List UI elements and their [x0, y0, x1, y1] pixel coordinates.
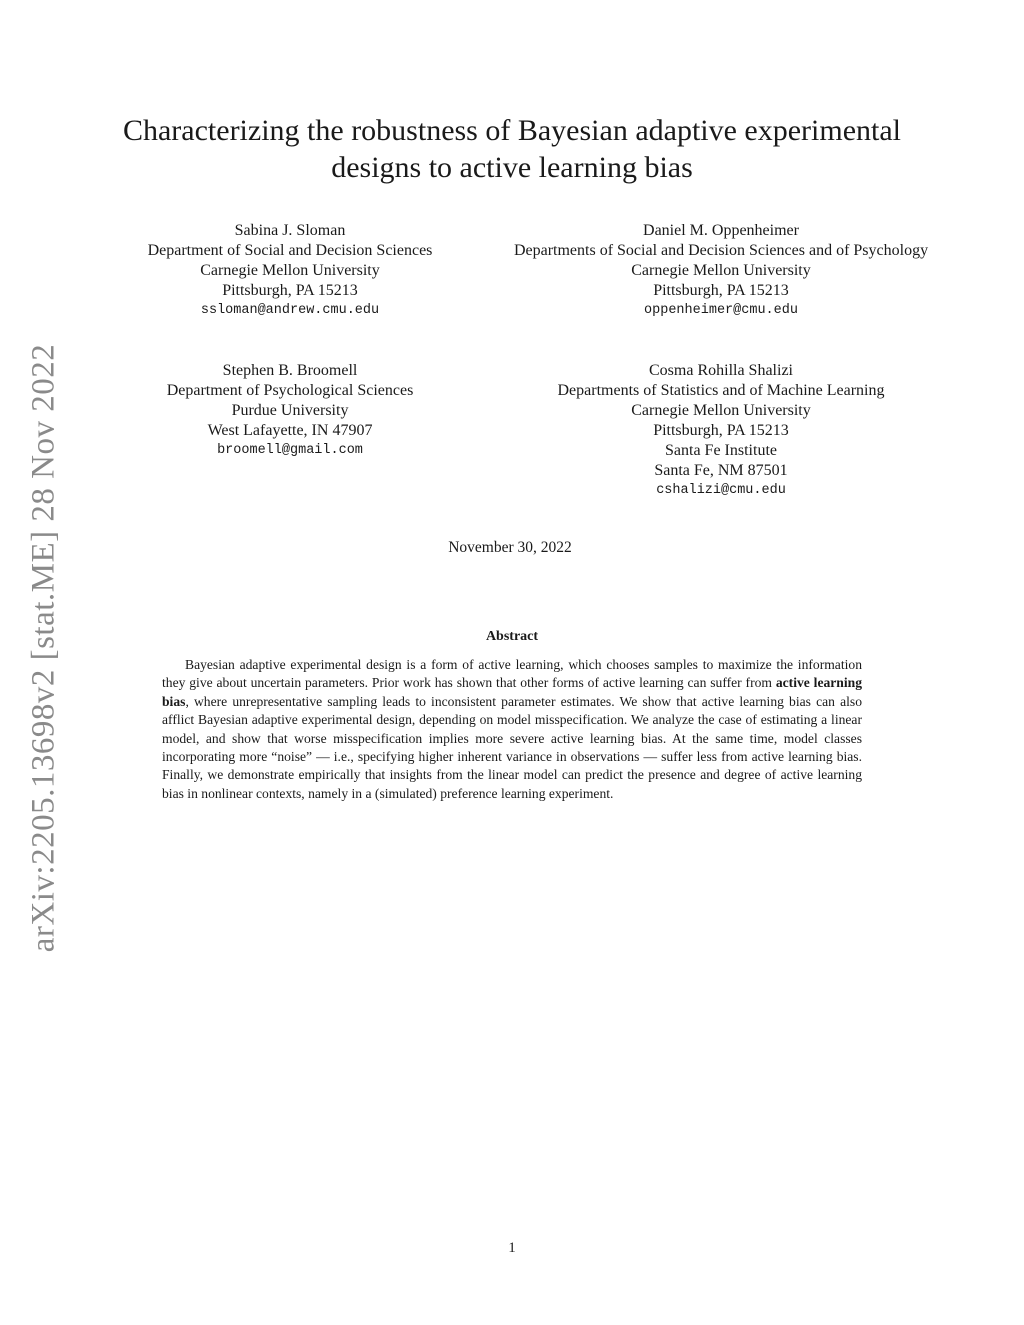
author-name: Cosma Rohilla Shalizi [649, 362, 793, 379]
author-block-sloman [100, 221, 480, 321]
abstract-heading: Abstract [485, 629, 539, 644]
author-email: ssloman@andrew.cmu.edu [200, 303, 380, 318]
author-email: oppenheimer@cmu.edu [644, 303, 798, 318]
author-email: broomell@gmail.com [217, 443, 363, 458]
author-address: Santa Fe, NM 87501 [654, 462, 788, 479]
author-affiliation: Santa Fe Institute [665, 442, 777, 459]
author-affiliation: Purdue University [231, 402, 349, 419]
author-affiliation: Departments of Statistics and of Machine Learning [557, 382, 885, 399]
author-affiliation: Carnegie Mellon University [200, 262, 380, 279]
author-affiliation: Carnegie Mellon University [631, 262, 811, 279]
abstract-body [162, 656, 862, 803]
arxiv-side-stamp: arXiv:2205.13698v2 [stat.ME] 28 Nov 2022 [25, 343, 62, 953]
author-block-oppenheimer [480, 221, 962, 321]
author-affiliation: Departments of Social and Decision Sciences and of Psychology [513, 242, 929, 259]
author-email: cshalizi@cmu.edu [656, 483, 786, 498]
abstract-text-part1: Bayesian adaptive experimental design is a form of active learning, which chooses samples to maximize the information they give about uncertain parameters. Prior work has shown that other forms of active learning can suffer from [162, 657, 862, 691]
abstract-text-part2: , where unrepresentative sampling leads to inconsistent parameter estimates. We show that active learning bias can also afflict Bayesian adaptive experimental design, depending on model misspecification. We analyze the case of estimating a linear model, and show that worse misspecification implies more severe active learning bias. At the same time, model classes incorporating more “noise” — i.e., specifying higher inherent variance in observations — suffer less from active learning bias. Finally, we demonstrate empirically that insights from the linear model can predict the presence and degree of active learning bias in nonlinear contexts, namely in a (simulated) preference learning experiment. [162, 693, 862, 801]
author-name: Daniel M. Oppenheimer [643, 222, 799, 239]
author-affiliation: Department of Psychological Sciences [166, 382, 414, 399]
author-affiliation: Carnegie Mellon University [631, 402, 811, 419]
author-address: West Lafayette, IN 47907 [207, 422, 373, 439]
author-address: Pittsburgh, PA 15213 [653, 422, 789, 439]
author-name: Sabina J. Sloman [234, 222, 346, 239]
paper-date: November 30, 2022 [448, 539, 572, 556]
author-affiliation: Department of Social and Decision Sciences [147, 242, 433, 259]
author-address: Pittsburgh, PA 15213 [222, 282, 358, 299]
paper-title: Characterizing the robustness of Bayesian adaptive experimental designs to active learning bias [122, 114, 902, 184]
abstract-bold-term: active learning bias [162, 675, 862, 709]
author-block-shalizi [480, 361, 962, 501]
author-name: Stephen B. Broomell [222, 362, 358, 379]
author-address: Pittsburgh, PA 15213 [653, 282, 789, 299]
author-block-broomell [100, 361, 480, 461]
page-number: 1 [508, 1240, 516, 1256]
